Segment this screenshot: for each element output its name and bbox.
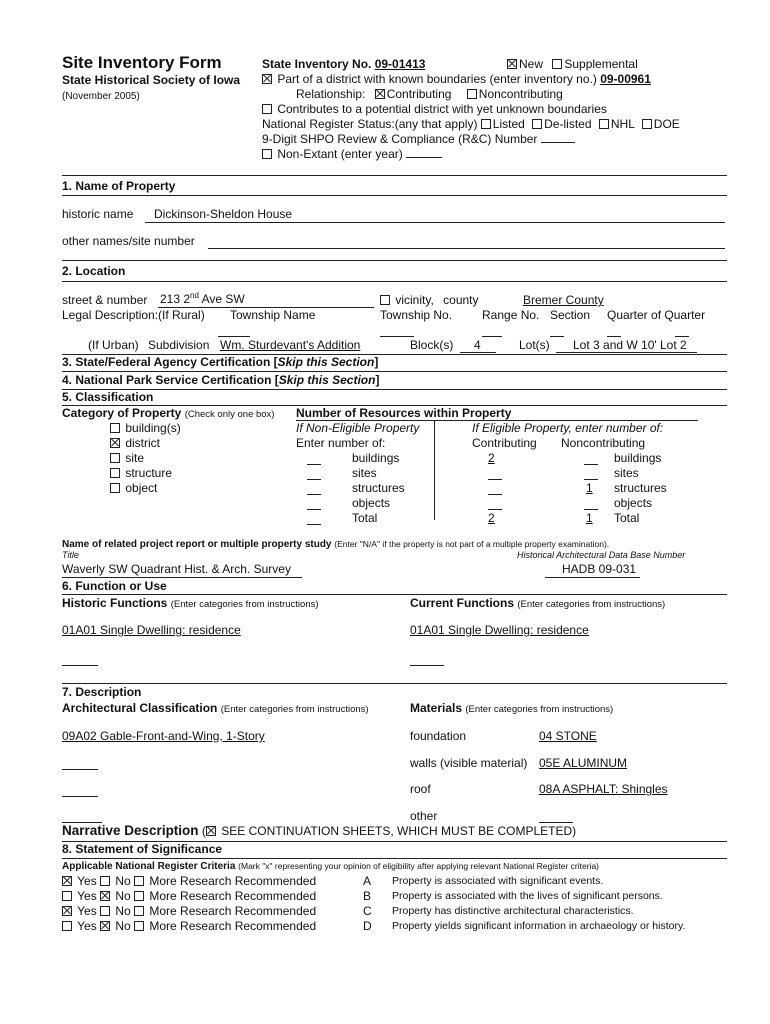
no-checkbox[interactable] xyxy=(100,876,110,886)
nhl-checkbox[interactable] xyxy=(599,119,609,129)
criterion-text: Property yields significant information in archaeology or history. xyxy=(392,920,686,932)
category-option-district[interactable] xyxy=(110,437,160,450)
township-no-field[interactable] xyxy=(380,336,414,337)
noncontributing-field[interactable] xyxy=(584,464,598,465)
noncontributing-column-header: Noncontributing xyxy=(561,436,646,450)
district-row xyxy=(262,73,651,86)
divider xyxy=(62,281,727,282)
object-checkbox[interactable] xyxy=(110,483,120,493)
non-eligible-field[interactable] xyxy=(307,464,321,465)
historic-function-field-2[interactable] xyxy=(62,665,98,666)
divider xyxy=(62,195,727,196)
new-checkbox[interactable] xyxy=(507,59,517,69)
section-8-heading: 8. Statement of Significance xyxy=(62,842,223,856)
non-eligible-field[interactable] xyxy=(307,479,321,480)
shpo-label: 9-Digit SHPO Review & Compliance (R&C) Number xyxy=(262,132,538,146)
divider xyxy=(62,260,727,261)
contributing-total[interactable]: 2 xyxy=(488,511,495,525)
district-part-label: Part of a district with known boundaries (enter inventory no.) xyxy=(277,72,597,86)
resource-type-label: sites xyxy=(614,466,639,480)
subdivision-label: Subdivision xyxy=(148,338,210,352)
yes-label: Yes xyxy=(74,874,101,888)
nonextant-year-field[interactable] xyxy=(406,157,442,158)
section-4-heading xyxy=(62,374,379,387)
arch-classification-field-2[interactable] xyxy=(62,769,98,770)
bracket: ] xyxy=(374,355,379,369)
divider xyxy=(62,683,727,684)
category-label: object xyxy=(125,481,158,495)
building-checkbox[interactable] xyxy=(110,423,120,433)
vicinity-checkbox[interactable] xyxy=(380,295,390,305)
resource-type-label: structures xyxy=(614,481,667,495)
township-name-label: Township Name xyxy=(230,308,316,322)
district-no-value[interactable]: 09-00961 xyxy=(600,72,651,86)
criterion-row xyxy=(62,905,316,918)
new-label: New xyxy=(519,57,544,71)
doe-checkbox[interactable] xyxy=(642,119,652,129)
inventory-no-value[interactable]: 09-01413 xyxy=(374,57,426,71)
section-3-title: 3. State/Federal Agency Certification [ xyxy=(62,355,278,369)
no-label: No xyxy=(112,874,135,888)
other-names-field[interactable] xyxy=(208,248,725,249)
section-5-heading: 5. Classification xyxy=(62,390,154,404)
non-eligible-total-field[interactable] xyxy=(307,524,321,525)
contributing-field[interactable] xyxy=(488,509,502,510)
supplemental-label: Supplemental xyxy=(564,57,638,71)
block-label: Block(s) xyxy=(410,338,454,352)
potential-district-checkbox[interactable] xyxy=(262,104,272,114)
historic-functions-heading xyxy=(62,597,319,610)
bracket: ] xyxy=(375,373,380,387)
section-field[interactable] xyxy=(550,336,564,337)
no-checkbox[interactable] xyxy=(100,906,110,916)
contributing-field[interactable] xyxy=(488,494,502,495)
historic-name-field[interactable]: Dickinson-Sheldon House xyxy=(154,207,293,221)
criteria-label: Applicable National Register Criteria xyxy=(62,861,236,872)
category-label: structure xyxy=(125,466,173,480)
resource-type-label: Total xyxy=(352,511,378,525)
title-label: Title xyxy=(62,550,79,560)
street-field[interactable] xyxy=(160,292,245,306)
form-title: Site Inventory Form xyxy=(62,53,222,72)
street-text: 213 2 xyxy=(160,292,191,306)
continuation-checkbox[interactable] xyxy=(206,826,216,836)
current-functions-heading xyxy=(410,597,665,610)
roof-label: roof xyxy=(410,782,431,796)
county-label: county xyxy=(443,293,479,307)
historic-functions-note: (Enter categories from instructions) xyxy=(170,599,319,610)
criteria-note: (Mark "x" representing your opinion of eligibility after applying relevant National Register criteria) xyxy=(238,861,600,871)
related-study-heading xyxy=(62,539,609,550)
hadb-number-field[interactable]: HADB 09-031 xyxy=(562,562,637,576)
category-label: district xyxy=(125,436,161,450)
no-label: No xyxy=(112,919,135,933)
section-label: Section xyxy=(550,308,591,322)
noncontributing-total[interactable]: 1 xyxy=(586,511,593,525)
quarter-field[interactable] xyxy=(607,336,621,337)
section-1-heading: 1. Name of Property xyxy=(62,179,176,193)
contributing-column-header: Contributing xyxy=(472,436,537,450)
lot-field[interactable]: Lot 3 and W 10' Lot 2 xyxy=(573,338,687,352)
county-field[interactable]: Bremer County xyxy=(523,293,604,307)
criterion-letter: A xyxy=(363,874,372,888)
nr-status-label: National Register Status:(any that apply) xyxy=(262,117,478,131)
of-label: of xyxy=(651,308,662,322)
arch-classification-label: Architectural Classification xyxy=(62,701,218,715)
vicinity-group xyxy=(380,294,479,307)
current-function-field[interactable]: 01A01 Single Dwelling: residence xyxy=(410,623,589,637)
section-4-title: 4. National Park Service Certification [ xyxy=(62,373,279,387)
current-functions-note: (Enter categories from instructions) xyxy=(517,599,666,610)
inventory-number-row xyxy=(262,58,425,71)
society-name: State Historical Society of Iowa xyxy=(62,73,241,87)
no-checkbox[interactable] xyxy=(100,891,110,901)
divider xyxy=(62,594,727,595)
materials-note: (Enter categories from instructions) xyxy=(465,704,614,715)
category-option-structure[interactable] xyxy=(110,467,172,480)
block-field[interactable]: 4 xyxy=(474,338,481,352)
nonextant-checkbox[interactable] xyxy=(262,149,272,159)
section-6-heading: 6. Function or Use xyxy=(62,579,167,593)
yes-checkbox[interactable] xyxy=(62,906,72,916)
quarter-of-quarter-field[interactable] xyxy=(675,336,689,337)
more-research-label: More Research Recommended xyxy=(146,889,317,903)
more-research-checkbox[interactable] xyxy=(134,906,144,916)
structure-checkbox[interactable] xyxy=(110,468,120,478)
street-label: street & number xyxy=(62,293,148,307)
more-research-checkbox[interactable] xyxy=(134,921,144,931)
category-option-building[interactable] xyxy=(110,422,181,435)
subdivision-field[interactable]: Wm. Sturdevant's Addition xyxy=(220,338,361,352)
noncontributing-field[interactable] xyxy=(584,509,598,510)
criterion-text: Property is associated with significant events. xyxy=(392,875,604,887)
category-label: Category of Property xyxy=(62,406,182,420)
doe-label: DOE xyxy=(653,117,680,131)
criterion-row xyxy=(62,875,316,888)
lot-label: Lot(s) xyxy=(519,338,550,352)
related-study-note: (Enter "N/A" if the property is not part of a multiple property examination). xyxy=(334,539,610,549)
nhl-label: NHL xyxy=(610,117,635,131)
resource-type-label: Total xyxy=(614,511,640,525)
resource-type-label: sites xyxy=(352,466,377,480)
related-title-field[interactable]: Waverly SW Quadrant Hist. & Arch. Survey xyxy=(62,562,291,576)
noncontributing-checkbox[interactable] xyxy=(467,89,477,99)
resource-type-label: buildings xyxy=(614,451,662,465)
category-label: site xyxy=(125,451,145,465)
contributing-field[interactable] xyxy=(488,479,502,480)
walls-label: walls (visible material) xyxy=(410,756,528,770)
delisted-checkbox[interactable] xyxy=(532,119,542,129)
non-eligible-field[interactable] xyxy=(307,509,321,510)
noncontributing-value[interactable]: 1 xyxy=(586,481,593,495)
resource-type-label: objects xyxy=(614,496,653,510)
eligible-label: If Eligible Property, enter number of: xyxy=(472,421,664,435)
site-checkbox[interactable] xyxy=(110,453,120,463)
historic-name-label: historic name xyxy=(62,207,134,221)
yes-label: Yes xyxy=(74,919,101,933)
criterion-row xyxy=(62,890,316,903)
listed-checkbox[interactable] xyxy=(481,119,491,129)
quarter-group xyxy=(607,309,705,322)
category-option-site[interactable] xyxy=(110,452,144,465)
noncontributing-label: Noncontributing xyxy=(478,87,563,101)
historic-name-line xyxy=(145,222,725,223)
more-research-label: More Research Recommended xyxy=(146,904,317,918)
vicinity-label: vicinity, xyxy=(395,293,434,307)
non-eligible-field[interactable] xyxy=(307,494,321,495)
resources-heading: Number of Resources within Property xyxy=(296,406,512,420)
contributing-label: Contributing xyxy=(386,87,452,101)
delisted-label: De-listed xyxy=(544,117,592,131)
nr-status-row xyxy=(262,118,680,131)
quarter-label: Quarter xyxy=(607,308,648,322)
divider xyxy=(62,389,727,390)
enter-number-label: Enter number of: xyxy=(296,436,386,450)
district-part-checkbox[interactable] xyxy=(262,74,272,84)
arch-classification-heading xyxy=(62,702,369,715)
street-ordinal: nd xyxy=(190,291,199,300)
range-no-field[interactable] xyxy=(482,336,502,337)
other-material-label: other xyxy=(410,809,438,823)
category-label: building(s) xyxy=(125,421,181,435)
yes-checkbox[interactable] xyxy=(62,891,72,901)
column-divider xyxy=(434,420,435,520)
hadb-number-line xyxy=(545,577,640,578)
historic-functions-label: Historic Functions xyxy=(62,596,168,610)
materials-label: Materials xyxy=(410,701,463,715)
related-study-label: Name of related project report or multiple property study xyxy=(62,539,332,550)
non-eligible-label: If Non-Eligible Property xyxy=(296,421,420,435)
current-functions-label: Current Functions xyxy=(410,596,514,610)
shpo-field[interactable] xyxy=(541,142,575,143)
section-3-heading xyxy=(62,356,378,369)
potential-district-row xyxy=(262,103,607,116)
foundation-label: foundation xyxy=(410,729,467,743)
resource-type-label: structures xyxy=(352,481,405,495)
form-date: (November 2005) xyxy=(62,91,140,102)
yes-checkbox[interactable] xyxy=(62,921,72,931)
section-7-heading: 7. Description xyxy=(62,685,142,699)
more-research-checkbox[interactable] xyxy=(134,876,144,886)
street-text-end: Ave SW xyxy=(198,292,245,306)
contributing-checkbox[interactable] xyxy=(375,89,385,99)
criterion-letter: D xyxy=(363,919,372,933)
current-function-field-2[interactable] xyxy=(410,665,444,666)
relationship-row xyxy=(296,88,563,101)
resource-type-label: objects xyxy=(352,496,391,510)
resource-type-label: buildings xyxy=(352,451,400,465)
nonextant-row xyxy=(262,148,442,161)
township-no-label: Township No. xyxy=(380,308,453,322)
more-research-label: More Research Recommended xyxy=(146,874,317,888)
district-checkbox[interactable] xyxy=(110,438,120,448)
shpo-row xyxy=(262,133,575,146)
criterion-text: Property is associated with the lives of significant persons. xyxy=(392,890,663,902)
other-names-label: other names/site number xyxy=(62,234,195,248)
more-research-checkbox[interactable] xyxy=(134,891,144,901)
arch-classification-note: (Enter categories from instructions) xyxy=(220,704,369,715)
nonextant-label: Non-Extant (enter year) xyxy=(277,147,403,161)
hadb-label: Historical Architectural Data Base Number xyxy=(517,550,686,560)
materials-heading xyxy=(410,702,613,715)
new-supplemental-row xyxy=(507,58,638,71)
no-checkbox[interactable] xyxy=(100,921,110,931)
more-research-label: More Research Recommended xyxy=(146,919,317,933)
criterion-row xyxy=(62,920,316,933)
divider xyxy=(62,175,727,176)
township-name-field[interactable] xyxy=(218,336,250,337)
contributing-value[interactable]: 2 xyxy=(488,451,495,465)
skip-section-3: Skip this Section xyxy=(277,355,375,369)
other-material-field[interactable] xyxy=(539,822,573,823)
criteria-heading xyxy=(62,861,599,872)
urban-label: (If Urban) xyxy=(88,338,139,352)
divider xyxy=(62,371,727,372)
narrative-note: SEE CONTINUATION SHEETS, WHICH MUST BE COMPLETED) xyxy=(221,824,577,838)
criterion-letter: B xyxy=(363,889,372,903)
related-title-line xyxy=(62,577,302,578)
listed-label: Listed xyxy=(492,117,525,131)
criterion-letter: C xyxy=(363,904,372,918)
narrative-label: Narrative Description xyxy=(62,823,199,838)
arch-classification-field-3[interactable] xyxy=(62,796,98,797)
walls-field[interactable]: 05E ALUMINUM xyxy=(539,756,628,770)
category-heading xyxy=(62,407,274,420)
supplemental-checkbox[interactable] xyxy=(552,59,562,69)
foundation-field[interactable]: 04 STONE xyxy=(539,729,597,743)
narrative-row xyxy=(62,824,576,839)
historic-function-field[interactable]: 01A01 Single Dwelling: residence xyxy=(62,623,241,637)
quarter-label: Quarter xyxy=(664,308,706,322)
section-2-heading: 2. Location xyxy=(62,264,126,278)
arch-classification-field[interactable]: 09A02 Gable-Front-and-Wing, 1-Story xyxy=(62,729,265,743)
criterion-text: Property has distinctive architectural characteristics. xyxy=(392,905,634,917)
relationship-label: Relationship: xyxy=(296,87,366,101)
noncontributing-field[interactable] xyxy=(584,479,598,480)
category-option-object[interactable] xyxy=(110,482,157,495)
legal-label: Legal Description:(If Rural) xyxy=(62,308,205,322)
yes-checkbox[interactable] xyxy=(62,876,72,886)
no-label: No xyxy=(112,904,135,918)
divider xyxy=(62,858,727,859)
paren: ( xyxy=(201,824,206,838)
category-note: (Check only one box) xyxy=(184,409,275,420)
skip-section-4: Skip this Section xyxy=(278,373,376,387)
inventory-no-label: State Inventory No. xyxy=(262,57,372,71)
range-no-label: Range No. xyxy=(482,308,540,322)
yes-label: Yes xyxy=(74,904,101,918)
yes-label: Yes xyxy=(74,889,101,903)
potential-district-label: Contributes to a potential district with yet unknown boundaries xyxy=(277,102,607,116)
roof-field[interactable]: 08A ASPHALT: Shingles xyxy=(539,782,668,796)
no-label: No xyxy=(112,889,135,903)
